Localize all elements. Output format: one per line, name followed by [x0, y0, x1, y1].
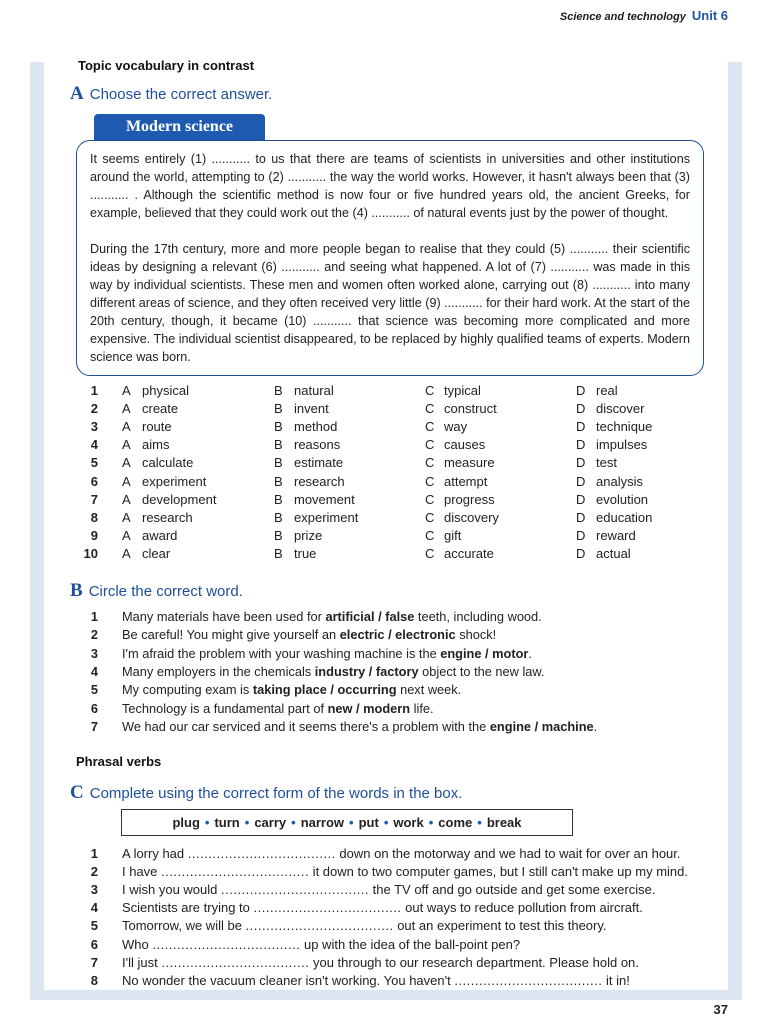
option-c: measure: [444, 455, 495, 471]
item-text-before: Many employers in the chemicals: [122, 663, 315, 679]
item-number: 2: [90, 864, 98, 880]
option-b: movement: [294, 491, 355, 507]
option-letter-a: A: [122, 455, 131, 471]
item-text-before: My computing exam is: [122, 682, 253, 698]
option-letter-c: C: [425, 473, 435, 489]
option-d: reward: [596, 527, 636, 543]
option-letter-d: D: [576, 383, 586, 398]
item-number: 1: [90, 846, 98, 861]
item-text-after: object to the new law.: [418, 663, 545, 679]
word-option: work: [393, 815, 424, 830]
item-text: [122, 664, 545, 679]
option-c: way: [444, 419, 468, 435]
item-text: [122, 882, 655, 897]
section-b-letter: B: [70, 580, 83, 601]
option-d: evolution: [596, 491, 649, 507]
item-number: 2: [90, 627, 98, 643]
option-b: research: [294, 473, 345, 489]
option-b: true: [294, 545, 317, 561]
item-text-before: Many materials have been used for: [122, 609, 326, 624]
option-row: [82, 510, 722, 528]
item-text-after: life.: [410, 700, 434, 716]
word-option: plug: [172, 815, 200, 830]
option-c: typical: [444, 383, 481, 398]
item-text-before: I'm afraid the problem with your washing machine is the: [122, 645, 441, 661]
option-letter-b: B: [274, 545, 283, 561]
item-text-after: it in!: [602, 972, 630, 988]
word-choice: new / modern: [327, 700, 411, 716]
option-c: progress: [444, 491, 495, 507]
option-letter-d: D: [576, 455, 586, 471]
item-number: 7: [90, 718, 98, 734]
header-unit: Unit 6: [691, 8, 728, 23]
page-number: 37: [713, 1002, 728, 1017]
reading-paragraph-1: It seems entirely (1) ........... to us that there are teams of scientists in universities and other institutions around the world, attempting to (2) ........... the way the world works. However, it hasn't always been that (3) ........... . Although the scientific method is now four or five hundred years old, the ancient Greeks, for example, believed that they could work out the (4) ........... of natural events just by the power of thought.: [90, 152, 690, 220]
item-text-before: Who: [122, 936, 153, 952]
item-number: 4: [90, 900, 98, 916]
item-text: [122, 955, 639, 970]
option-letter-c: C: [425, 527, 435, 543]
option-number: 4: [90, 437, 98, 453]
option-letter-a: A: [122, 437, 131, 453]
item-text-before: We had our car serviced and it seems there's a problem with the: [122, 718, 490, 734]
running-header: [560, 8, 728, 23]
answer-blank: ....................................: [221, 882, 370, 898]
item-text: [122, 719, 597, 734]
option-letter-a: A: [122, 545, 131, 561]
option-row: [82, 492, 722, 510]
item-number: 3: [90, 645, 98, 661]
separator-dot: •: [349, 815, 354, 830]
header-subject: Science and technology: [559, 11, 686, 23]
item-text: [122, 973, 630, 988]
separator-dot: •: [428, 815, 434, 830]
item-text-after: up with the idea of the ball-point pen?: [300, 936, 521, 952]
option-row: [82, 401, 722, 419]
separator-dot: •: [383, 815, 389, 830]
option-letter-d: D: [576, 509, 586, 525]
option-b: method: [294, 419, 338, 435]
item-text-after: next week.: [396, 682, 462, 698]
option-letter-a: A: [122, 491, 131, 507]
word-choice: industry / factory: [314, 663, 419, 679]
section-a-letter: A: [70, 83, 84, 104]
option-a: clear: [142, 545, 171, 561]
separator-dot: •: [291, 815, 296, 830]
option-c: construct: [444, 401, 497, 417]
option-number: 7: [90, 491, 98, 507]
option-number: 5: [90, 455, 98, 471]
option-letter-c: C: [425, 437, 435, 453]
option-letter-b: B: [274, 437, 283, 453]
option-a: route: [142, 419, 172, 435]
item-text-after: .: [593, 718, 598, 734]
option-c: causes: [444, 437, 486, 453]
item-text: [122, 646, 532, 661]
item-text-before: I wish you would: [122, 882, 221, 898]
option-b: invent: [294, 401, 329, 417]
option-number: 2: [90, 401, 98, 417]
item-text-after: it down to two computer games, but I still can't make up my mind.: [309, 864, 688, 880]
separator-dot: •: [244, 815, 250, 830]
option-letter-a: A: [122, 383, 131, 398]
reading-paragraph-2: During the 17th century, more and more people began to realise that they could (5) ........... their scientific ideas by designing a relevant (6) ........... and seeing what happened. A lot of (7) ........... was made in this way by individual scientists. These men and women often worked alone, carrying out (8) ........... into many different areas of science, and they often received very little (9) ........... for their hard work. At the start of the 20th century, though, it became (10) ........... that science was becoming more complicated and more expensive. The individual scientist disappeared, to be replaced by highly qualified teams of experts. Modern science was born.: [90, 242, 690, 364]
option-b: natural: [294, 383, 334, 398]
item-text: [122, 864, 688, 879]
item-text-before: Be careful! You might give yourself an: [122, 627, 340, 643]
option-c: attempt: [444, 473, 488, 489]
option-number: 9: [90, 527, 98, 543]
option-letter-c: C: [425, 545, 435, 561]
item-number: 1: [90, 609, 98, 624]
option-d: education: [596, 509, 653, 525]
section-b-heading: [70, 580, 243, 602]
item-text-before: Tomorrow, we will be: [122, 918, 246, 934]
item-text-after: shock!: [455, 627, 497, 643]
option-letter-c: C: [425, 383, 435, 398]
option-letter-a: A: [122, 527, 131, 543]
word-option: turn: [214, 815, 240, 830]
option-row: [82, 546, 722, 564]
item-text-before: A lorry had: [122, 846, 188, 861]
section-c-letter: C: [70, 782, 84, 803]
word-choice: engine / machine: [489, 718, 594, 734]
option-letter-d: D: [576, 401, 586, 417]
item-number: 7: [90, 954, 98, 970]
option-letter-a: A: [122, 419, 131, 435]
option-number: 3: [90, 419, 98, 435]
word-option: break: [486, 815, 522, 830]
option-number: 10: [83, 545, 98, 561]
option-letter-b: B: [274, 419, 283, 435]
section-c-heading: [70, 782, 462, 804]
option-c: discovery: [444, 509, 499, 525]
topic-title: Topic vocabulary in contrast: [78, 58, 255, 73]
section-b-instruction: Circle the correct word.: [88, 583, 243, 600]
separator-dot: •: [204, 815, 210, 830]
word-option: put: [358, 815, 379, 830]
item-text-after: out an experiment to test this theory.: [393, 918, 607, 934]
option-row: [82, 383, 722, 401]
option-letter-a: A: [122, 509, 131, 525]
option-letter-b: B: [274, 401, 283, 417]
option-letter-a: A: [122, 401, 131, 417]
item-text-before: Technology is a fundamental part of: [122, 700, 328, 716]
item-number: 6: [90, 700, 98, 716]
option-letter-d: D: [576, 527, 586, 543]
option-d: actual: [596, 545, 631, 561]
option-a: physical: [142, 383, 189, 398]
item-text: [122, 900, 643, 915]
option-letter-b: B: [274, 455, 283, 471]
option-letter-b: B: [274, 473, 283, 489]
item-text-after: the TV off and go outside and get some exercise.: [369, 882, 656, 898]
option-letter-b: B: [274, 491, 283, 507]
item-text: [122, 609, 542, 624]
item-text: [122, 627, 496, 642]
section-c-instruction: Complete using the correct form of the words in the box.: [89, 785, 463, 802]
option-d: technique: [596, 419, 653, 435]
option-letter-d: D: [576, 491, 586, 507]
item-number: 4: [90, 663, 98, 679]
item-text-after: out ways to reduce pollution from aircraft.: [401, 900, 643, 916]
reading-box-title: Modern science: [94, 114, 265, 140]
option-letter-c: C: [425, 491, 435, 507]
option-a: award: [142, 527, 178, 543]
word-choice: taking place / occurring: [252, 682, 397, 698]
item-number: 8: [90, 972, 98, 988]
phrasal-verbs-title: Phrasal verbs: [76, 754, 162, 769]
option-letter-b: B: [274, 383, 283, 398]
item-text: [122, 682, 461, 697]
option-letter-d: D: [576, 473, 586, 489]
answer-blank: ....................................: [161, 864, 310, 880]
option-row: [82, 437, 722, 455]
item-number: 5: [90, 682, 98, 698]
option-b: estimate: [294, 455, 344, 471]
item-text: [122, 846, 681, 861]
option-row: [82, 474, 722, 492]
item-text-after: .: [528, 645, 532, 661]
item-text-before: Scientists are trying to: [122, 900, 254, 916]
item-number: 5: [90, 918, 98, 934]
item-text-after: teeth, including wood.: [414, 609, 542, 624]
option-a: aims: [142, 437, 170, 453]
answer-blank: ....................................: [454, 972, 603, 988]
option-letter-b: B: [274, 527, 283, 543]
option-row: [82, 455, 722, 473]
word-choice: engine / motor: [440, 645, 529, 661]
option-letter-d: D: [576, 437, 586, 453]
word-box: [121, 809, 573, 836]
answer-blank: ....................................: [187, 846, 336, 861]
item-text: [122, 918, 607, 933]
option-row: [82, 528, 722, 546]
option-a: create: [142, 401, 179, 417]
option-letter-a: A: [122, 473, 131, 489]
option-letter-b: B: [274, 509, 283, 525]
option-letter-c: C: [425, 419, 435, 435]
item-text-before: No wonder the vacuum cleaner isn't working. You haven't: [122, 972, 455, 988]
option-b: prize: [294, 527, 323, 543]
item-text-before: I'll just: [122, 954, 162, 970]
option-number: 8: [90, 509, 98, 525]
option-d: impulses: [596, 437, 648, 453]
option-number: 1: [90, 383, 98, 398]
option-letter-d: D: [576, 419, 586, 435]
item-number: 3: [90, 882, 98, 898]
option-d: analysis: [596, 473, 643, 489]
word-choice: artificial / false: [325, 609, 415, 624]
option-number: 6: [90, 473, 98, 489]
word-option: come: [438, 815, 473, 830]
option-letter-c: C: [425, 401, 435, 417]
item-text-before: I have: [122, 864, 162, 880]
option-letter-c: C: [425, 509, 435, 525]
option-d: test: [596, 455, 617, 471]
option-c: gift: [444, 527, 462, 543]
option-d: real: [596, 383, 618, 398]
answer-blank: ....................................: [152, 936, 301, 952]
separator-dot: •: [477, 815, 482, 830]
option-letter-d: D: [576, 545, 586, 561]
option-b: reasons: [294, 437, 341, 453]
word-option: narrow: [300, 815, 345, 830]
option-a: experiment: [142, 473, 207, 489]
word-choice: electric / electronic: [339, 627, 456, 643]
option-d: discover: [596, 401, 645, 417]
item-text-after: you through to our research department. Please hold on.: [309, 954, 639, 970]
item-text: [122, 701, 434, 716]
option-b: experiment: [294, 509, 359, 525]
word-option: carry: [254, 815, 287, 830]
item-text-after: down on the motorway and we had to wait for over an hour.: [335, 846, 681, 861]
item-text: [122, 937, 520, 952]
answer-blank: ....................................: [245, 918, 394, 934]
item-number: 6: [90, 936, 98, 952]
option-row: [82, 419, 722, 437]
answer-blank: ....................................: [253, 900, 402, 916]
section-a-instruction: Choose the correct answer.: [89, 86, 273, 103]
section-a-heading: [70, 83, 272, 105]
option-a: development: [142, 491, 217, 507]
option-a: calculate: [142, 455, 194, 471]
option-a: research: [142, 509, 193, 525]
option-letter-c: C: [425, 455, 435, 471]
option-c: accurate: [444, 545, 494, 561]
answer-blank: ....................................: [161, 954, 310, 970]
